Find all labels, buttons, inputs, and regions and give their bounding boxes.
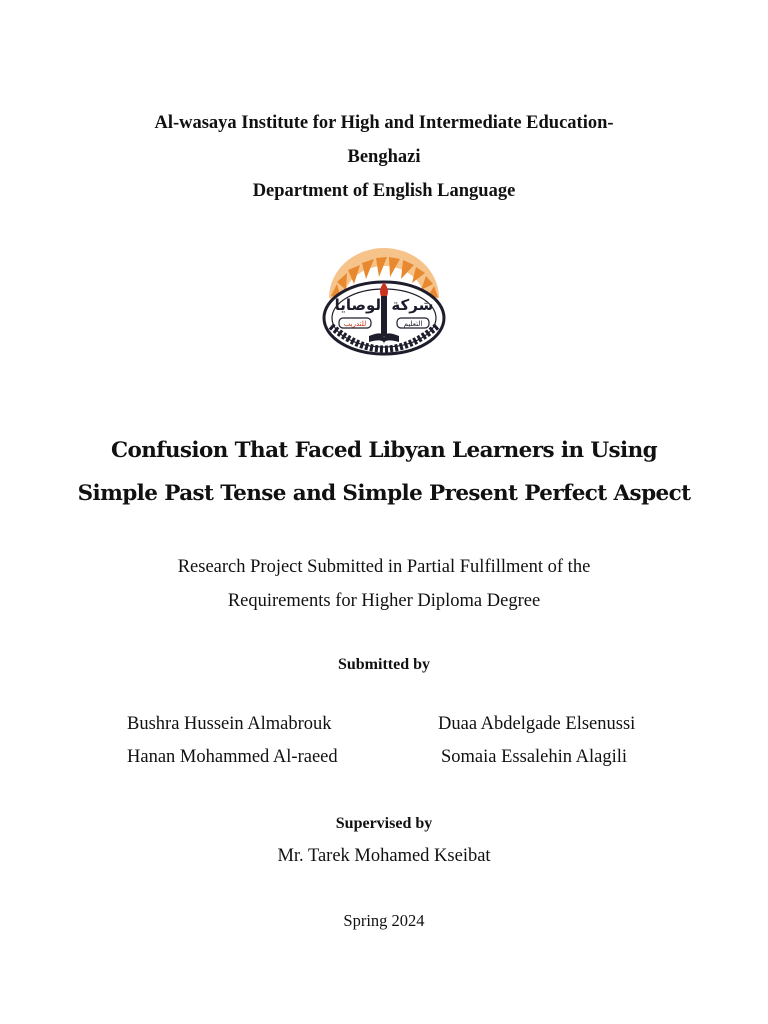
- institute-name-line1: Al-wasaya Institute for High and Intermediate Education-: [154, 113, 614, 133]
- institute-name-line2: Benghazi: [347, 147, 421, 167]
- institute-logo: [317, 246, 451, 366]
- department-name: Department of English Language: [252, 181, 516, 201]
- logo-ribbon-right: التعليم: [403, 320, 423, 328]
- subtitle-line2: Requirements for Higher Diploma Degree: [227, 591, 541, 611]
- supervisor-name: Mr. Tarek Mohamed Kseibat: [277, 846, 491, 866]
- logo-emblem-icon: [317, 246, 451, 366]
- thesis-title-line1: Confusion That Faced Libyan Learners in Using: [110, 438, 658, 463]
- thesis-title-line2: Simple Past Tense and Simple Present Perfect Aspect: [77, 481, 691, 506]
- submission-date: Spring 2024: [343, 911, 425, 930]
- supervised-by-label: Supervised by: [335, 815, 433, 832]
- author-name-2: Duaa Abdelgade Elsenussi: [438, 714, 636, 734]
- author-name-1: Bushra Hussein Almabrouk: [127, 714, 332, 734]
- author-name-3: Hanan Mohammed Al-raeed: [127, 747, 338, 767]
- subtitle-line1: Research Project Submitted in Partial Fulfillment of the: [177, 557, 591, 577]
- submitted-by-label: Submitted by: [337, 656, 431, 673]
- author-name-4: Somaia Essalehin Alagili: [441, 747, 628, 767]
- logo-arabic-name: شركة الوصايا: [334, 296, 434, 314]
- logo-ribbon-left: للتدريب: [343, 320, 367, 328]
